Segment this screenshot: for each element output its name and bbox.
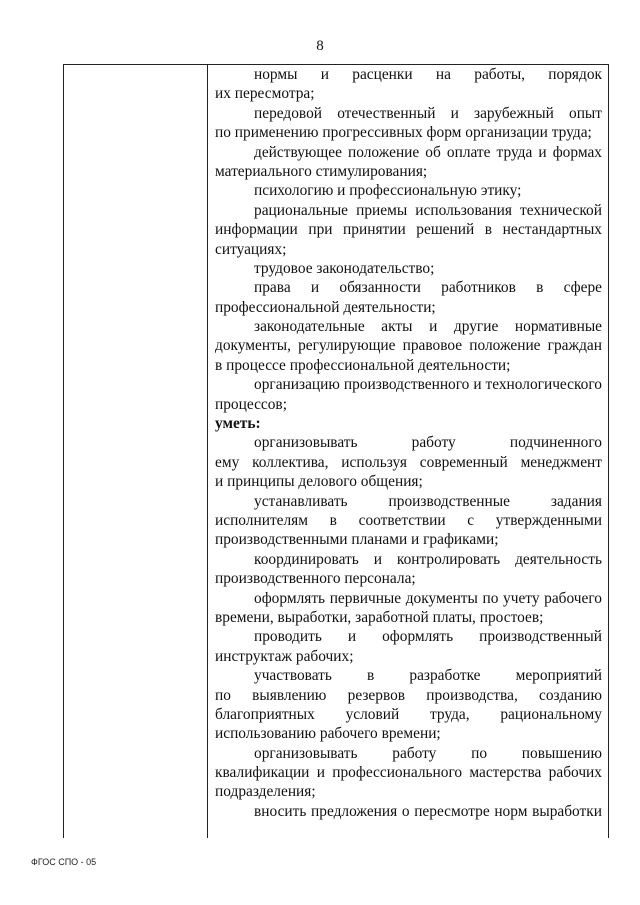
text-line: материального стимулирования; — [215, 162, 428, 180]
table-left-column — [64, 65, 208, 838]
text-line: проводить и оформлять производственный — [254, 628, 602, 646]
text-line: оформлять первичные документы по учету рабочего — [254, 589, 602, 607]
text-line: их пересмотра; — [215, 85, 315, 103]
text-line: производственного персонала; — [215, 570, 416, 588]
text-line: рациональные приемы использования технической — [254, 201, 602, 219]
text-line: нормы и расценки на работы, порядок — [254, 66, 602, 83]
text-line: производственными планами и графиками; — [215, 531, 499, 549]
text-line: устанавливать производственные задания — [254, 492, 602, 510]
text-line: права и обязанности работников в сфере — [254, 279, 602, 297]
text-line: квалификации и профессионального мастерства рабочих — [215, 764, 602, 782]
text-line: организацию производственного и технологического — [254, 376, 602, 394]
text-line: исполнителям в соответствии с утвержденными — [215, 511, 602, 529]
text-line: документы, регулирующие правовое положение граждан — [215, 337, 602, 355]
text-line: вносить предложения о пересмотре норм выработки — [254, 802, 602, 820]
text-line: благоприятных условий труда, рациональному — [215, 705, 602, 723]
text-line: ему коллектива, используя современный менеджмент — [215, 453, 602, 471]
requirements-table — [63, 64, 609, 838]
text-line: подразделения; — [215, 783, 316, 801]
text-line: психологию и профессиональную этику; — [254, 182, 522, 200]
text-line: законодательные акты и другие нормативные — [254, 318, 602, 336]
text-line: информации при принятии решений в нестандартных — [215, 221, 602, 239]
table-right-column — [208, 65, 608, 838]
text-line: по применению прогрессивных форм организации труда; — [215, 124, 592, 142]
text-line: действующее положение об оплате труда и формах — [254, 143, 602, 161]
text-line: передовой отечественный и зарубежный опыт — [254, 104, 602, 122]
text-line: процессов; — [215, 395, 287, 413]
text-line: координировать и контролировать деятельность — [254, 550, 602, 568]
text-line: времени, выработки, заработной платы, простоев; — [215, 608, 544, 626]
footer-code: ФГОС СПО - 05 — [31, 857, 97, 867]
text-line: трудовое законодательство; — [254, 259, 435, 277]
text-line: ситуациях; — [215, 240, 287, 258]
text-line: инструктаж рабочих; — [215, 647, 354, 665]
text-line: использованию рабочего времени; — [215, 725, 441, 743]
text-line: организовывать работу по повышению — [254, 744, 602, 762]
text-line: и принципы делового общения; — [215, 473, 423, 491]
text-line: организовывать работу подчиненного — [254, 434, 602, 452]
page-number: 8 — [316, 38, 324, 54]
section-heading: уметь: — [215, 415, 261, 433]
text-line: участвовать в разработке мероприятий — [254, 667, 602, 685]
text-line: профессиональной деятельности; — [215, 298, 436, 316]
text-line: по выявлению резервов производства, созданию — [215, 686, 602, 704]
text-line: в процессе профессиональной деятельности; — [215, 356, 511, 374]
